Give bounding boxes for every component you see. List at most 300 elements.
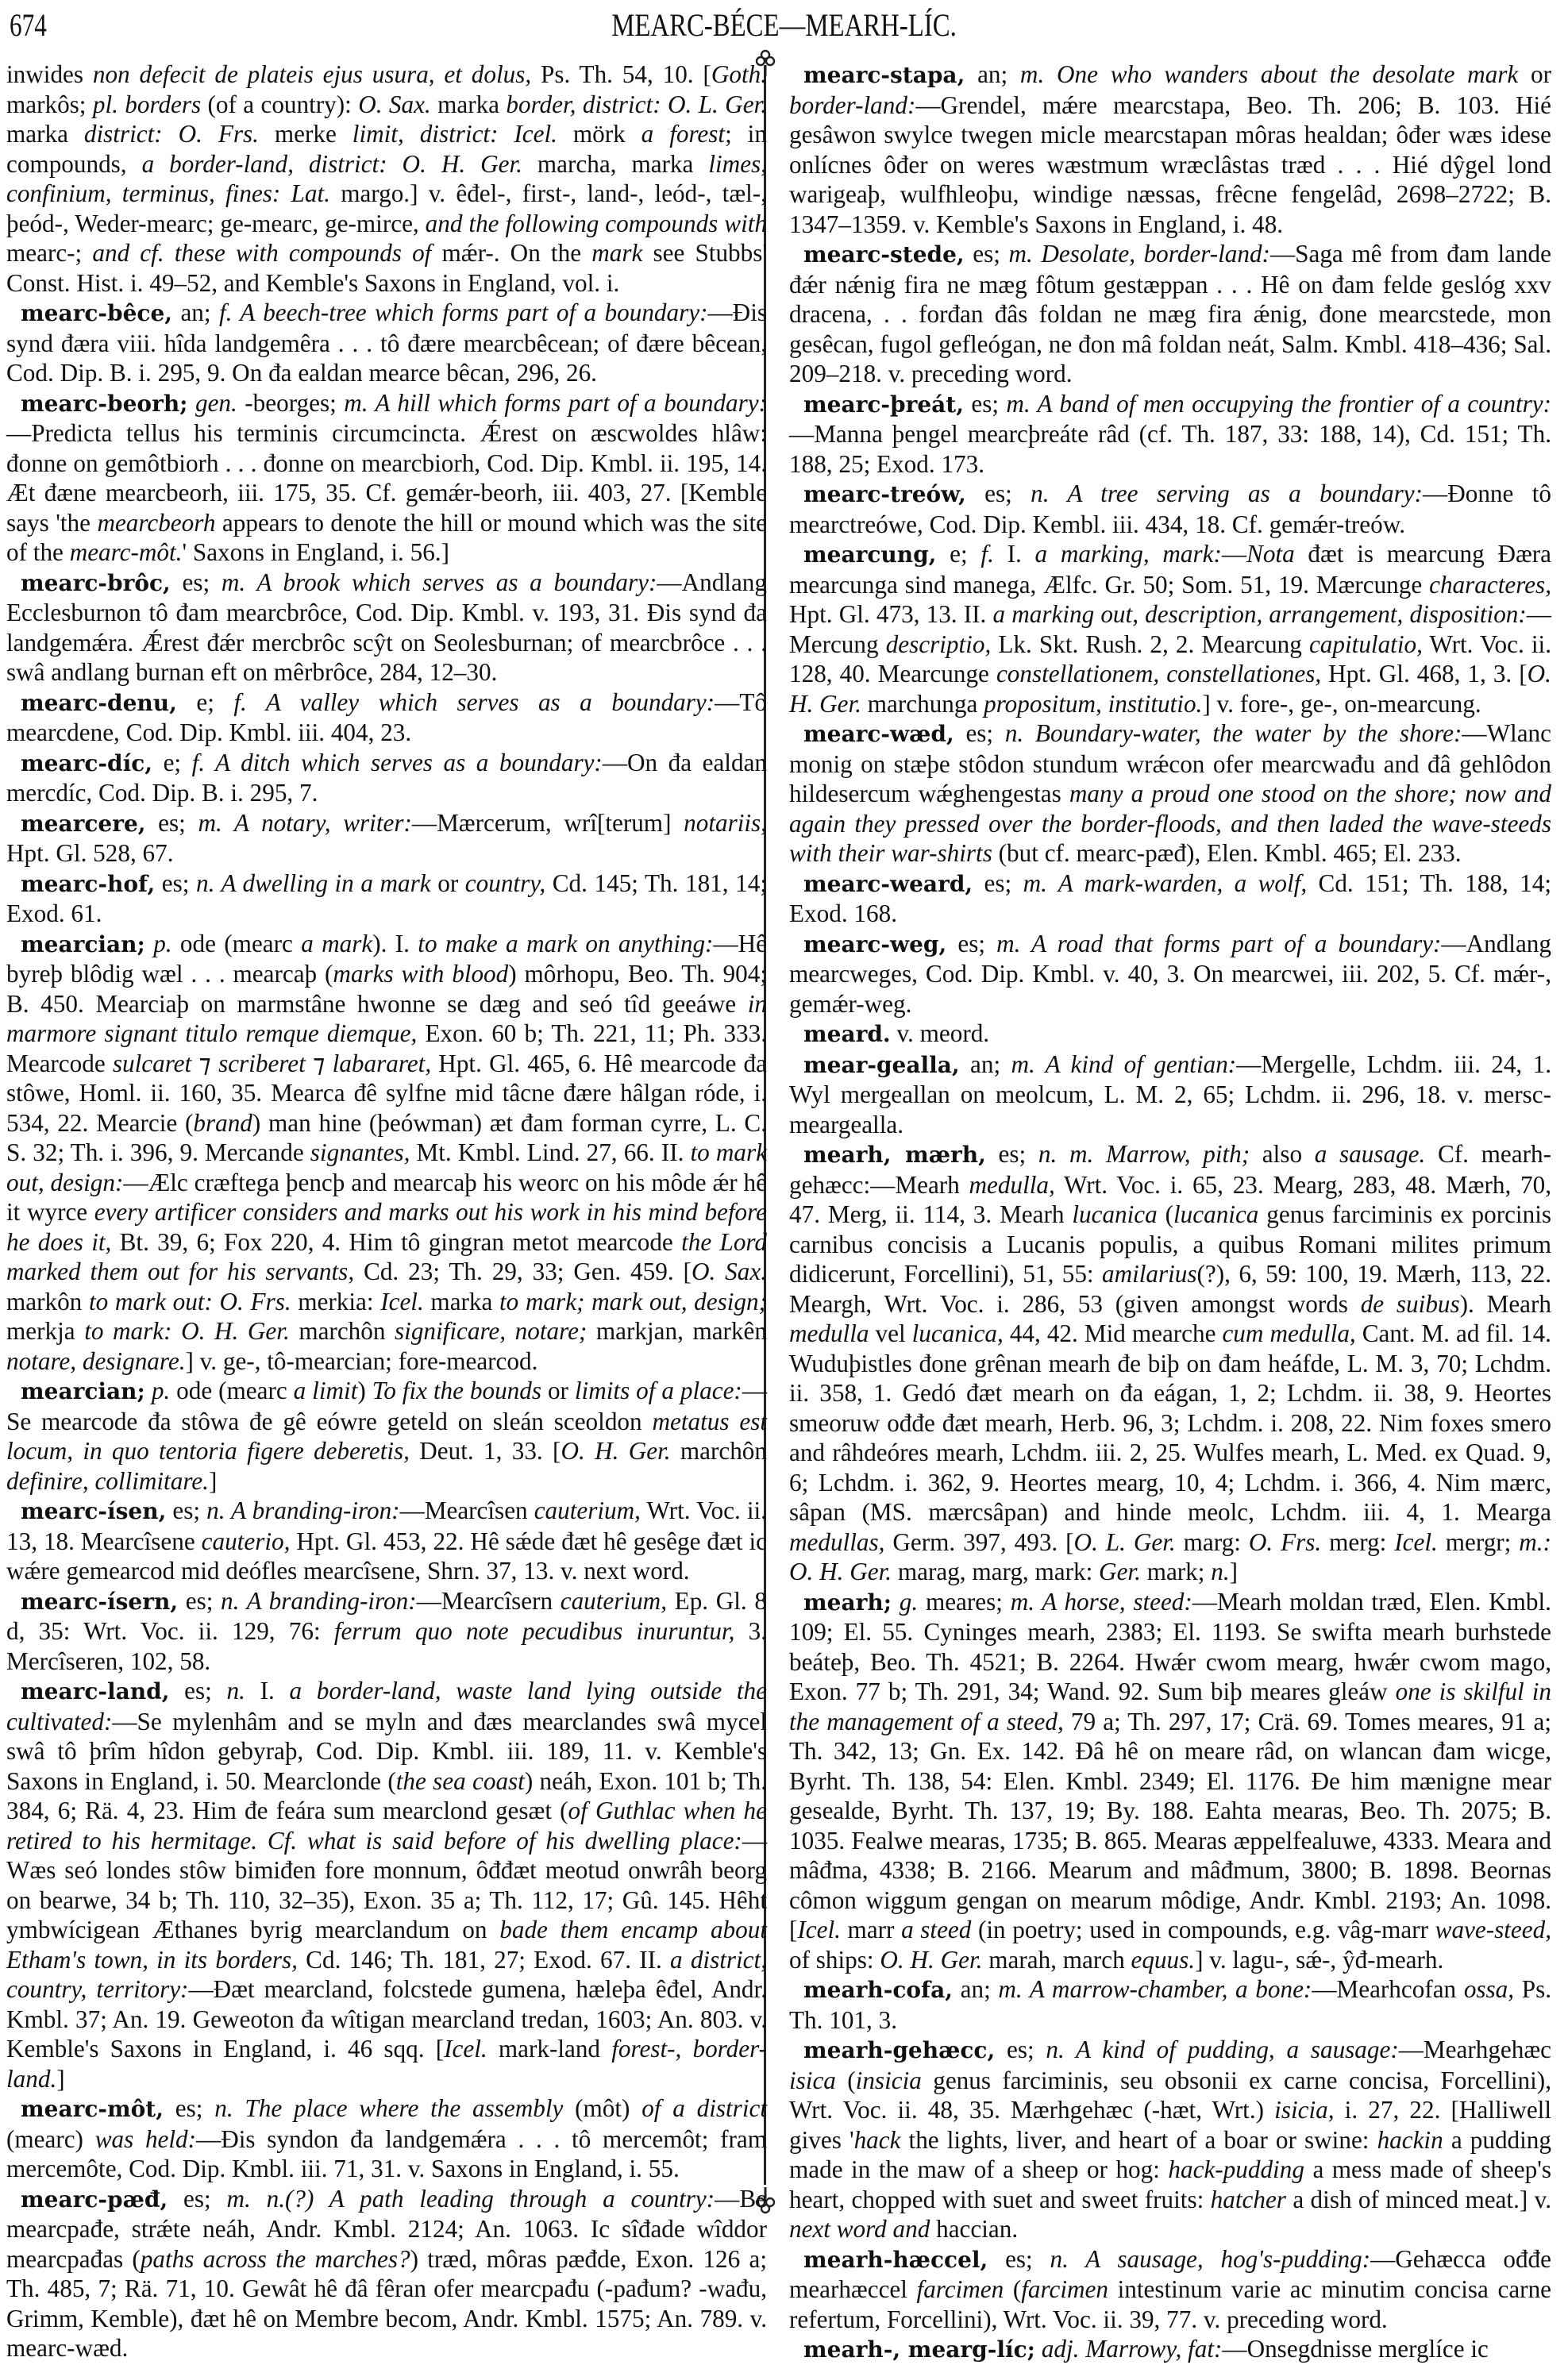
body-text: mearc-; [6, 239, 93, 267]
body-text: Ep. Gl. 8 d, 35: Wrt. Voc. ii. 129, 76: [6, 1586, 767, 1645]
body-text: es; [965, 480, 1031, 507]
body-text: —Se mearcode đa stôwa đe gê eówre geteld on sleán sceoldon [6, 1377, 768, 1435]
body-text: es; [995, 2036, 1046, 2063]
italic-text: lucanica [1072, 1200, 1158, 1228]
body-text: ) man hine (þeówman) æt đam forman cyrre, L. C. S. 32; Th. i. 396, 9. Mercande [6, 1108, 767, 1166]
italic-text: next word and [789, 2215, 930, 2243]
italic-text: paths across the marches? [140, 2244, 410, 2273]
italic-text: Icel. [797, 1916, 841, 1943]
body-text: ] v. ge-, tô-mearcian; fore-mearcod. [185, 1346, 538, 1375]
body-text: markôs; [6, 90, 93, 118]
dictionary-entry [6, 869, 767, 929]
italic-text: many a proud one stood on the shore; now and again they pressed over the border-floods, and then laded the wave-steeds with their war-shirts [789, 780, 1551, 867]
italic-text: isicia, [1274, 2096, 1335, 2124]
dictionary-entry [789, 539, 1551, 718]
italic-text: a mark [301, 929, 373, 957]
italic-text: to mark out: O. Frs. [88, 1287, 291, 1315]
body-text: —Đis synd đæra viii. hîda landgemêra . . . tô đære mearcbêcean; of đære bêcean, Cod. Dip. B. i. 295, 9. On đa ealdan mearce bêcan, 296, 26. [6, 299, 767, 387]
italic-text: hackin [1377, 2125, 1443, 2154]
italic-text: de suibus [1360, 1289, 1460, 1318]
body-text: (?), 6, 59: 100, 19. Mærh, 113, 22. Meargh, Wrt. Voc. i. 286, 53 (given amongst words [789, 1260, 1551, 1318]
body-text: Cf. mearh-gehæcc:—Mearh [789, 1140, 1551, 1199]
body-text: es; [973, 869, 1023, 897]
italic-text: Icel. [1394, 1527, 1438, 1556]
body-text: meares; [918, 1587, 1011, 1616]
italic-text: every artificer considers and marks out his work in his mind before he does it, [6, 1198, 767, 1256]
body-text: ). I. [372, 929, 418, 957]
italic-text: p. [151, 1377, 171, 1404]
italic-text: Nota [1246, 540, 1295, 568]
body-text: Exon. 60 b; Th. 221, 11; Ph. 333. Mearcode [6, 1019, 767, 1077]
headword: mearcian; [21, 930, 145, 957]
body-text: ) [357, 1377, 372, 1404]
body-text: —Saga mê from đam lande đǽr nǽnig fira ne mæg fôtum gestæppan . . . Hê on đam felde geslóg xxv dracena, . . forđan đâs foldan ne mæg fira ǽnig, đone mearcstede, mon gesêcan, fugol gefleógan, ne đon mâ foldan neát, Salm. Kmbl. 418–436; Sal. 209–218. v. preceding word. [789, 240, 1551, 387]
body-text: e; [152, 748, 192, 776]
body-text: (môt) [563, 2094, 642, 2122]
italic-text: isica [789, 2066, 836, 2094]
italic-text: hack [853, 2125, 901, 2154]
body-text: ( [835, 2066, 856, 2094]
body-text: —Mearcîsen [399, 1496, 534, 1524]
italic-text: mearc-môt. [69, 538, 183, 566]
body-text: es; [170, 568, 222, 596]
body-text: mark; [1140, 1558, 1212, 1585]
body-text: —Wlanc monig on stæþe stôdon stundum wrǽcon ofer mearcwađu and đâ gehlôdon hildesercum wǽghengestas [789, 719, 1551, 807]
right-column [789, 60, 1551, 2365]
body-text: 3. Mercîseren, 102, 58. [6, 1617, 767, 1675]
italic-text: n. Boundary-water, the water by the shore: [1004, 719, 1462, 747]
body-text: merke [258, 120, 353, 148]
italic-text: sulcaret [112, 1049, 192, 1077]
headword: mearc-wæd, [803, 721, 954, 747]
body-text: mergr; [1437, 1527, 1520, 1556]
headword: mearc-brôc, [21, 569, 171, 596]
headword: mear-gealla, [803, 1051, 960, 1078]
dictionary-entry [6, 568, 767, 688]
italic-text: definire, collimitare. [6, 1466, 209, 1495]
body-text: 79 a; Th. 297, 17; Crä. 69. Tomes meares, 91 a; Th. 342, 13; Gn. Ex. 142. Đâ hê on meare râd, on wlancan đam wicge, Byrht. Th. 138, 54: Elen. Kmbl. 2349; El. 1176. Đe him mænigne mear gesealde, Byrht. Th. 137, 19; By. 188. Eahta mearas, Beo. Th. 2075; B. 1035. Fealwe mearas, 1735; B. 865. Mearas æppelfealuwe, 4333. Meara and mâđma, 4338; B. 2166. Mearum and mâđmum, 3800; B. 1898. Beornas cômon wiggum gengan on mearum môdige, Andr. Kmbl. 2193; An. 1098. [ [789, 1707, 1551, 1943]
italic-text: m. A marrow-chamber, a bone: [998, 1975, 1312, 2003]
italic-text: brand [193, 1108, 252, 1137]
italic-text: f. A ditch which serves as a boundary: [191, 748, 603, 776]
body-text: es; [988, 2244, 1050, 2273]
body-text: —Manna þengel mearcþreáte râd (cf. Th. 187, 33: 188, 14), Cd. 151; Th. 188, 25; Exod. 173. [789, 420, 1551, 478]
headword: mearcian; [21, 1378, 145, 1404]
body-text: —Wæs seó londes stôw bimiđen fore monnum, ôđđæt meotud onwrâh beorg on bearwe, 34 b; Th. 110, 32–35), Exon. 35 a; Th. 112, 17; Gû. 145. Hêht ymbwícigean Æthanes byrig mearclandum on [6, 1826, 767, 1943]
italic-text: adj. Marrowy, fat: [1041, 2335, 1223, 2363]
italic-text: and the following compounds with [425, 209, 767, 237]
italic-text: n. m. Marrow, pith; [1038, 1140, 1250, 1168]
headword: mearc-weard, [803, 870, 973, 897]
body-text: Mt. Kmbl. Lind. 27, 66. II. [410, 1138, 691, 1166]
body-text: ode (mearc [171, 929, 302, 957]
headword: mearc-beorh; [21, 390, 188, 417]
dictionary-entry [789, 1587, 1551, 1975]
headword: mearc-stapa, [803, 62, 965, 88]
italic-text: medulla [789, 1319, 869, 1347]
body-text: inwides [6, 60, 93, 88]
italic-text: to mark; mark out, design; [499, 1287, 767, 1315]
italic-text: O. H. Ger. [561, 1437, 671, 1465]
italic-text: a border-land, district: O. H. Ger. [141, 149, 522, 178]
italic-text: To fix the bounds [372, 1377, 542, 1404]
italic-text: n. A tree serving as a boundary: [1031, 480, 1424, 507]
body-text: —Ælc cræftega þencþ and mearcaþ his weorc on his môde ǽr hê it wyrce [6, 1168, 767, 1226]
italic-text: lucanica, [911, 1319, 1004, 1347]
dictionary-entry [6, 298, 767, 388]
italic-text: metatus est locum, in quo tentoria figere deberetis, [6, 1407, 767, 1465]
italic-text: farcimen [916, 2275, 1004, 2303]
headword: mearc-denu, [21, 689, 177, 716]
italic-text: pl. borders [92, 90, 202, 118]
body-text: es; [954, 719, 1005, 747]
italic-text: m. n.(?) A path leading through a country: [226, 2184, 715, 2213]
body-text: ) træd, môras pæđde, Exon. 126 a; Th. 485, 7; Rä. 71, 10. Gewât hê đâ fêran ofer mearcpađu (-pađum? -wađu, Grimm, Kemble), đæt hê on Membre becom, Andr. Kmbl. 1575; An. 789. v. mearc-wæd. [6, 2244, 767, 2362]
italic-text: O. Frs. [1248, 1527, 1322, 1556]
headword: mearh-, mearg-líc; [803, 2336, 1036, 2363]
italic-text: hatcher [1210, 2185, 1286, 2213]
body-text: marr [840, 1916, 902, 1943]
italic-text: and cf. these with compounds of [92, 239, 432, 267]
body-text: ] [1229, 1558, 1239, 1585]
italic-text: O. Sax. [691, 1258, 767, 1285]
italic-text: lucanica [1173, 1200, 1259, 1228]
body-text: —Mearh moldan træd, Elen. Kmbl. 109; El. 55. Cyninges mearh, 2383; El. 1193. Se swifta mearh burhstede beáteþ, Beo. Th. 4521; B. 2264. Hwǽr cwom mearg, hwǽr cwom mago, Exon. 77 b; Th. 291, 34; Wand. 92. Sum biþ meares gleáw [789, 1587, 1551, 1705]
italic-text: equus. [1131, 1945, 1196, 1974]
italic-text: m. A hill which forms part of a boundary: [344, 388, 768, 417]
italic-text: signantes, [310, 1138, 410, 1166]
body-text: —Mærcerum, wrî[terum] [411, 808, 684, 837]
italic-text: constellationem, constellationes, [996, 660, 1322, 688]
body-text: —Đonne tô mearctreówe, Cod. Dip. Kembl. iii. 434, 18. Cf. gemǽr-treów. [789, 480, 1551, 538]
body-text: marchôn [670, 1437, 767, 1465]
italic-text: f. [980, 540, 994, 568]
italic-text: medulla, [969, 1170, 1055, 1199]
dictionary-entry [6, 929, 767, 1377]
headword: mearc-ísen, [21, 1498, 167, 1524]
body-text: es; [178, 1586, 222, 1615]
body-text: merkia: [291, 1287, 381, 1315]
body-text: an; [959, 1050, 1011, 1078]
body-text: (of a country): [201, 90, 359, 118]
headword: mearc-þreát, [803, 391, 964, 418]
body-text: —Mearhcofan [1312, 1975, 1464, 2003]
body-text: -beorges; [237, 388, 345, 417]
italic-text: capitulatio, [1308, 630, 1423, 658]
body-text: es; [155, 869, 197, 897]
body-text: —Andlang Ecclesburnon tô đam mearcbrôce, Cod. Dip. Kmbl. v. 193, 31. Đis synd đa landgemǽra. Ǽrest đǽr mercbrôc scŷt on Seolesburnan; of mearcbrôce . . . swâ andlang burnan eft on mêrbrôce, 284, 12–30. [6, 568, 767, 686]
italic-text: of a district [641, 2094, 767, 2122]
italic-text: farcimen [1021, 2275, 1108, 2303]
body-text: haccian. [930, 2215, 1019, 2243]
body-text: intestinum varie ac minutim concisa carne refertum, Forcellini), Wrt. Voc. ii. 39, 77. v. preceding word. [789, 2275, 1552, 2333]
body-text: —Grendel, mǽre mearcstapa, Beo. Th. 206; B. 103. Hié gesâwon swylce twegen micle mearcstapan môras healdan; ôđer wæs idese onlícnes ôđer on weres wæstmum wræclâstas træd . . . Hié dŷgel lond warigeaþ, wulfhleoþu, windige næssas, frêcne fengelâd, 2698–2722; B. 1347–1359. v. Kemble's Saxons in England, i. 48. [789, 91, 1551, 238]
body-text: an; [172, 299, 219, 326]
headword: mearc-hof, [21, 870, 156, 897]
italic-text: g. [899, 1587, 919, 1616]
italic-text: m. A kind of gentian: [1011, 1050, 1237, 1078]
body-text: or [430, 869, 465, 897]
body-text: ) neáh, Exon. 101 b; Th. 384, 6; Rä. 4, 23. Him đe feára sum mearclond gesæt ( [6, 1766, 767, 1824]
italic-text: O. H. Ger. [789, 660, 1551, 718]
headword: mearc-môt, [21, 2096, 164, 2122]
italic-text: labararet, [332, 1049, 432, 1077]
headword: mearcere, [21, 810, 146, 837]
italic-text: to mark: O. H. Ger. [84, 1317, 290, 1345]
italic-text: Goth. [711, 60, 767, 88]
italic-text: forest-, border-land. [6, 2035, 767, 2093]
dictionary-entry [789, 2244, 1551, 2335]
headword: mearh-cofa, [803, 1977, 953, 2003]
body-text: —Predicta tellus his terminis circumcincta. Ǽrest on æscwoldes hlâw: đonne on gemôtbiorh . . . đonne on mearcbiorh, Cod. Dip. Kmbl. ii. 195, 14. Æt đæne mearcbeorh, iii. 175, 35. Cf. gemǽr-beorh, iii. 403, 27. [Kemble says 'the [6, 419, 767, 537]
italic-text: m. A notary, writer: [198, 808, 412, 837]
italic-text: a forest [641, 120, 726, 148]
body-text: markjan, markên [587, 1317, 767, 1345]
italic-text: m. Desolate, border-land: [1008, 240, 1270, 268]
body-text: Cd. 145; Th. 181, 14; Exod. 61. [6, 869, 768, 927]
body-text: genus farciminis, seu obsonii ex carne concisa, Forcellini), Wrt. Voc. ii. 48, 35. Mærhgehæc (-hæt, Wrt.) [789, 2066, 1551, 2124]
body-text: appears to denote the hill or mound which was the site of the [6, 508, 767, 566]
body-text: —Se mylenhâm and se myln and đæs mearclandes swâ mycel swâ tô þrîm hîdon gebyraþ, Cod. Dip. Kmbl. iii. 189, 11. v. Kemble's Saxons in England, i. 50. Mearclonde ( [6, 1707, 767, 1795]
body-text: ] v. lagu-, sǽ-, ŷđ-mearh. [1195, 1945, 1444, 1974]
italic-text: m. One who wanders about the desolate mark [1019, 60, 1519, 88]
italic-text: n. A kind of pudding, a sausage: [1046, 2036, 1399, 2063]
italic-text: notare, designare. [6, 1346, 186, 1375]
italic-text: propositum, institutio. [984, 689, 1203, 718]
headword: mearh-hæccel, [803, 2246, 988, 2273]
headword: mearh, mærh, [803, 1142, 986, 1168]
body-text: Cd. 151; Th. 188, 14; Exod. 168. [789, 869, 1551, 927]
body-text: ] v. fore-, ge-, on-mearcung. [1202, 689, 1481, 718]
italic-text: significare, notare; [395, 1317, 588, 1345]
dictionary-entry [789, 2334, 1551, 2365]
italic-text: m. A horse, steed: [1010, 1587, 1192, 1616]
body-text: i. 27, 22. [Halliwell gives ' [789, 2096, 1551, 2154]
body-text: an; [965, 60, 1020, 88]
dictionary-entry [789, 1050, 1551, 1140]
dictionary-entry [789, 718, 1551, 869]
headword: mearc-weg, [803, 930, 947, 957]
italic-text: district: O. Frs. [83, 120, 259, 148]
italic-text: ossa, [1463, 1975, 1515, 2003]
body-text [188, 389, 195, 417]
body-text: Cd. 146; Th. 181, 27; Exod. 67. II. [297, 1945, 671, 1974]
body-text: margo.] v. êđel-, first-, land-, leód-, tæl-, þeód-, Weder-mearc; ge-mearc, ge-mirce, [6, 179, 767, 237]
body-text: e; [936, 540, 981, 568]
body-text: —Andlang mearcweges, Cod. Dip. Kmbl. v. 40, 3. On mearcwei, iii. 202, 5. Cf. mǽr-, gemǽr-weg. [789, 929, 1551, 1018]
italic-text: border, district: O. L. Ger. [506, 90, 768, 118]
headword: mearc-pæđ, [21, 2186, 168, 2213]
italic-text: one is skilful in the management of a steed, [789, 1677, 1551, 1735]
body-text: es; [166, 1496, 207, 1524]
body-text: Cant. M. ad fil. 14. Wuduþistles đone grênan mearh đe biþ on đam heáfde, L. M. 3, 70; Lchdm. ii. 358, 1. Gedó đæt mearh on đa eágan, 1, 2; Lchdm. ii. 38, 9. Heortes smeoruw ođđe đæt mearh, Herb. 96, 3; Lchdm. i. 208, 22. Nim foxes smero and râhdeóres mearh, Lchdm. iii. 2, 25. Wulfes mearh, L. Med. ex Quad. 9, 6; Lchdm. i. 362, 9. Heortes mearg, 10, 4; Lchdm. i. 366, 4. Nim mærc, sâpan (MS. mærcsâpan) and hinde meolc, Lchdm. iii. 4, 1. Mearga [789, 1319, 1551, 1526]
italic-text: limits of a place: [574, 1377, 742, 1404]
headword: meard. [803, 1021, 891, 1047]
italic-text: the sea coast [395, 1766, 525, 1795]
body-text [1035, 2335, 1042, 2363]
italic-text: country, [464, 869, 546, 897]
italic-text: f. A beech-tree which forms part of a boundary: [218, 299, 708, 326]
headword: mearc-stede, [803, 241, 965, 268]
italic-text: n. [226, 1677, 245, 1704]
italic-text: f. A valley which serves as a boundary: [233, 688, 715, 716]
body-text: I. [993, 540, 1035, 568]
italic-text: O. L. Ger. [1073, 1527, 1176, 1556]
dictionary-entry [6, 688, 767, 748]
body-text: Bt. 39, 6; Fox 220, 4. Him tô gingran metot mearcode [111, 1227, 682, 1256]
body-text: es; [169, 1677, 227, 1704]
body-text: es; [164, 2094, 215, 2122]
italic-text: hack-pudding [1168, 2155, 1304, 2183]
body-text: —Onsegdnisse merglíce ic [1222, 2335, 1489, 2363]
italic-text: n. A dwelling in a mark [196, 869, 431, 897]
italic-text: to mark out, design: [6, 1138, 767, 1196]
italic-text: O. Sax. [358, 90, 431, 118]
dictionary-entry [6, 1376, 767, 1496]
body-text: Hpt. Gl. 473, 13. II. [789, 600, 993, 628]
body-text: es; [964, 240, 1009, 268]
body-text: a pudding made in the maw of a sheep or hog: [789, 2125, 1551, 2183]
body-text: ; in compounds, [6, 120, 767, 178]
body-text: merkja [6, 1317, 85, 1345]
body-text: of ships: [789, 1945, 880, 1974]
italic-text: n. A sausage, hog's-pudding: [1050, 2244, 1371, 2273]
body-text: marag, marg, mark: [892, 1558, 1100, 1585]
body-text: or [1518, 60, 1551, 88]
italic-text: descriptio, [885, 630, 992, 658]
italic-text: a marking, mark: [1034, 540, 1222, 568]
headword: mearh-gehæcc, [803, 2037, 996, 2063]
body-text: Germ. 397, 493. [ [884, 1527, 1074, 1556]
body-text: marka [423, 1287, 500, 1315]
body-text: —Gehæcca ođđe mearhæccel [789, 2244, 1551, 2303]
body-text: Wrt. Voc. ii. 128, 40. Mearcunge [789, 630, 1551, 688]
italic-text: characteres, [1429, 570, 1551, 599]
headword: mearcung, [803, 541, 937, 568]
dictionary-entry [6, 748, 767, 808]
italic-text: a limit [293, 1377, 358, 1404]
body-text: —Mearcîsern [416, 1586, 561, 1615]
body-text: Hpt. Gl. 465, 6. Hê mearcode đa stôwe, Homl. ii. 160, 35. Mearca đê sylfne mid tâcne đære hâlgan róde, i. 534, 22. Mearcie ( [6, 1049, 767, 1137]
body-text: Hpt. Gl. 453, 22. Hê sǽde đæt hê gesêge đæt ic wǽre gemearcod mid deófles mearcîsene, Shrn. 37, 13. v. next word. [6, 1527, 767, 1585]
dictionary-entry [6, 808, 767, 869]
dictionary-entry [789, 60, 1551, 239]
italic-text: mark [591, 239, 643, 267]
headword: mearc-bêce, [21, 300, 173, 326]
left-column [6, 60, 767, 2363]
body-text: marcha, marka [522, 149, 709, 178]
dictionary-entry [789, 1019, 1551, 1050]
italic-text: Icel. [380, 1287, 424, 1315]
italic-text: notariis, [684, 808, 767, 837]
running-title: MEARC-BÉCE—MEARH-LÍC. [611, 7, 957, 43]
body-text: ] [56, 2064, 65, 2093]
italic-text: limit, district: Icel. [352, 120, 557, 148]
body-text: đæt is mearcung Đæra mearcunga sind manega, Ælfc. Gr. 50; Som. 51, 19. Mærcunge [789, 540, 1551, 599]
italic-text: m. A mark-warden, a wolf, [1023, 869, 1308, 897]
page-number: 674 [10, 7, 47, 43]
dictionary-entry [789, 929, 1551, 1019]
italic-text: a district, country, territory: [6, 1945, 767, 2003]
body-text: Wrt. Voc. i. 65, 23. Mearg, 283, 48. Mærh, 70, 47. Merg, ii. 114, 3. Mearh [789, 1170, 1551, 1228]
italic-text: m. A road that forms part of a boundary: [996, 929, 1442, 957]
dictionary-entry [789, 869, 1551, 929]
body-text: Ps. Th. 101, 3. [789, 1975, 1552, 2034]
body-text: merg: [1321, 1527, 1395, 1556]
body-text: a mess made of sheep's heart, chopped with suet and sweet fruits: [789, 2155, 1551, 2213]
body-text: ( [1157, 1200, 1173, 1228]
dictionary-entry [789, 239, 1551, 389]
body-text: 44, 42. Mid mearche [1003, 1319, 1223, 1347]
headword: mearh; [803, 1589, 892, 1616]
body-text: Hpt. Gl. 528, 67. [6, 839, 174, 867]
body-text: marah, march [982, 1945, 1131, 1974]
italic-text: O. H. Ger. [880, 1945, 983, 1974]
italic-text: mearcbeorh [97, 508, 216, 537]
dictionary-entry [789, 1974, 1551, 2035]
body-text: —Tô mearcdene, Cod. Dip. Kmbl. iii. 404, 23. [6, 688, 767, 746]
dictionary-entry [789, 2035, 1551, 2244]
body-text: —Mercung [789, 600, 1551, 658]
body-text: I. [245, 1677, 290, 1704]
dictionary-entry [6, 2093, 767, 2184]
italic-text: p. [153, 929, 172, 957]
italic-text: to make a mark on anything: [418, 929, 714, 957]
body-text: Deut. 1, 33. [ [409, 1437, 561, 1465]
body-text: ' Saxons in England, i. 56.] [182, 538, 449, 566]
italic-text: cauterium, [534, 1496, 641, 1524]
italic-text: n. [1211, 1558, 1230, 1585]
italic-text: was held: [94, 2124, 197, 2153]
body-text: mǽr-. On the [431, 239, 592, 267]
body-text: Cd. 23; Th. 29, 33; Gen. 459. [ [354, 1258, 692, 1285]
body-text: Ps. Th. 54, 10. [ [531, 60, 711, 88]
italic-text: of Guthlac when he retired to his hermitage. Cf. what is said before of his dwelling place: [6, 1797, 767, 1855]
italic-text: m. A band of men occupying the frontier of a country: [1006, 389, 1551, 418]
body-text: ⁊ [305, 1049, 333, 1077]
dictionary-entry [6, 388, 767, 568]
body-text: Lk. Skt. Rush. 2, 2. Mearcung [991, 630, 1309, 658]
body-text: mark-land [487, 2035, 612, 2063]
body-text: —Hê byreþ blôdig wæl . . . mearcaþ ( [6, 929, 767, 988]
italic-text: bade them encamp about Etham's town, in its borders, [6, 1916, 767, 1974]
body-text: marg: [1175, 1527, 1249, 1556]
body-text: —Đæt mearcland, folcstede gumena, hæleþa êđel, Andr. Kmbl. 37; An. 19. Geweoton đa wîtigan mearcland tredan, 1603; An. 803. v. Kemble's Saxons in England, i. 46 sqq. [ [6, 1975, 767, 2063]
italic-text: n. A branding-iron: [221, 1586, 417, 1615]
body-text: or [541, 1377, 575, 1404]
italic-text: border-land: [789, 91, 916, 119]
body-text [892, 1588, 900, 1616]
body-text: es; [145, 808, 198, 837]
dictionary-entry [6, 1586, 767, 1677]
italic-text: a border-land, waste land lying outside the cultivated: [6, 1677, 767, 1735]
body-text: Hpt. Gl. 468, 1, 3. [ [1321, 660, 1528, 688]
body-text: the lights, liver, and heart of a boar or swine: [900, 2125, 1377, 2154]
body-text: — [1221, 540, 1247, 568]
italic-text: insicia [855, 2066, 922, 2094]
italic-text: a sausage. [1314, 1140, 1426, 1168]
dictionary-entry [789, 389, 1551, 480]
entry-continuation [6, 60, 767, 298]
headword: mearc-díc, [21, 749, 153, 776]
italic-text: the Lord marked them out for his servants, [6, 1227, 767, 1285]
body-text: markôn [6, 1287, 89, 1315]
body-text: —Đis syndon đa landgemǽra . . . tô mercemôt; fram mercemôte, Cod. Dip. Kmbl. iii. 71, 31. v. Saxons in England, i. 55. [6, 2124, 767, 2182]
body-text [145, 930, 153, 957]
dictionary-entry [789, 479, 1551, 539]
body-text: genus farciminis ex porcinis carnibus concisis a Lucanis populis, a quibus Romani milites primum didicerunt, Forcellini), 51, 55: [789, 1200, 1551, 1288]
italic-text: amilarius [1101, 1260, 1197, 1288]
